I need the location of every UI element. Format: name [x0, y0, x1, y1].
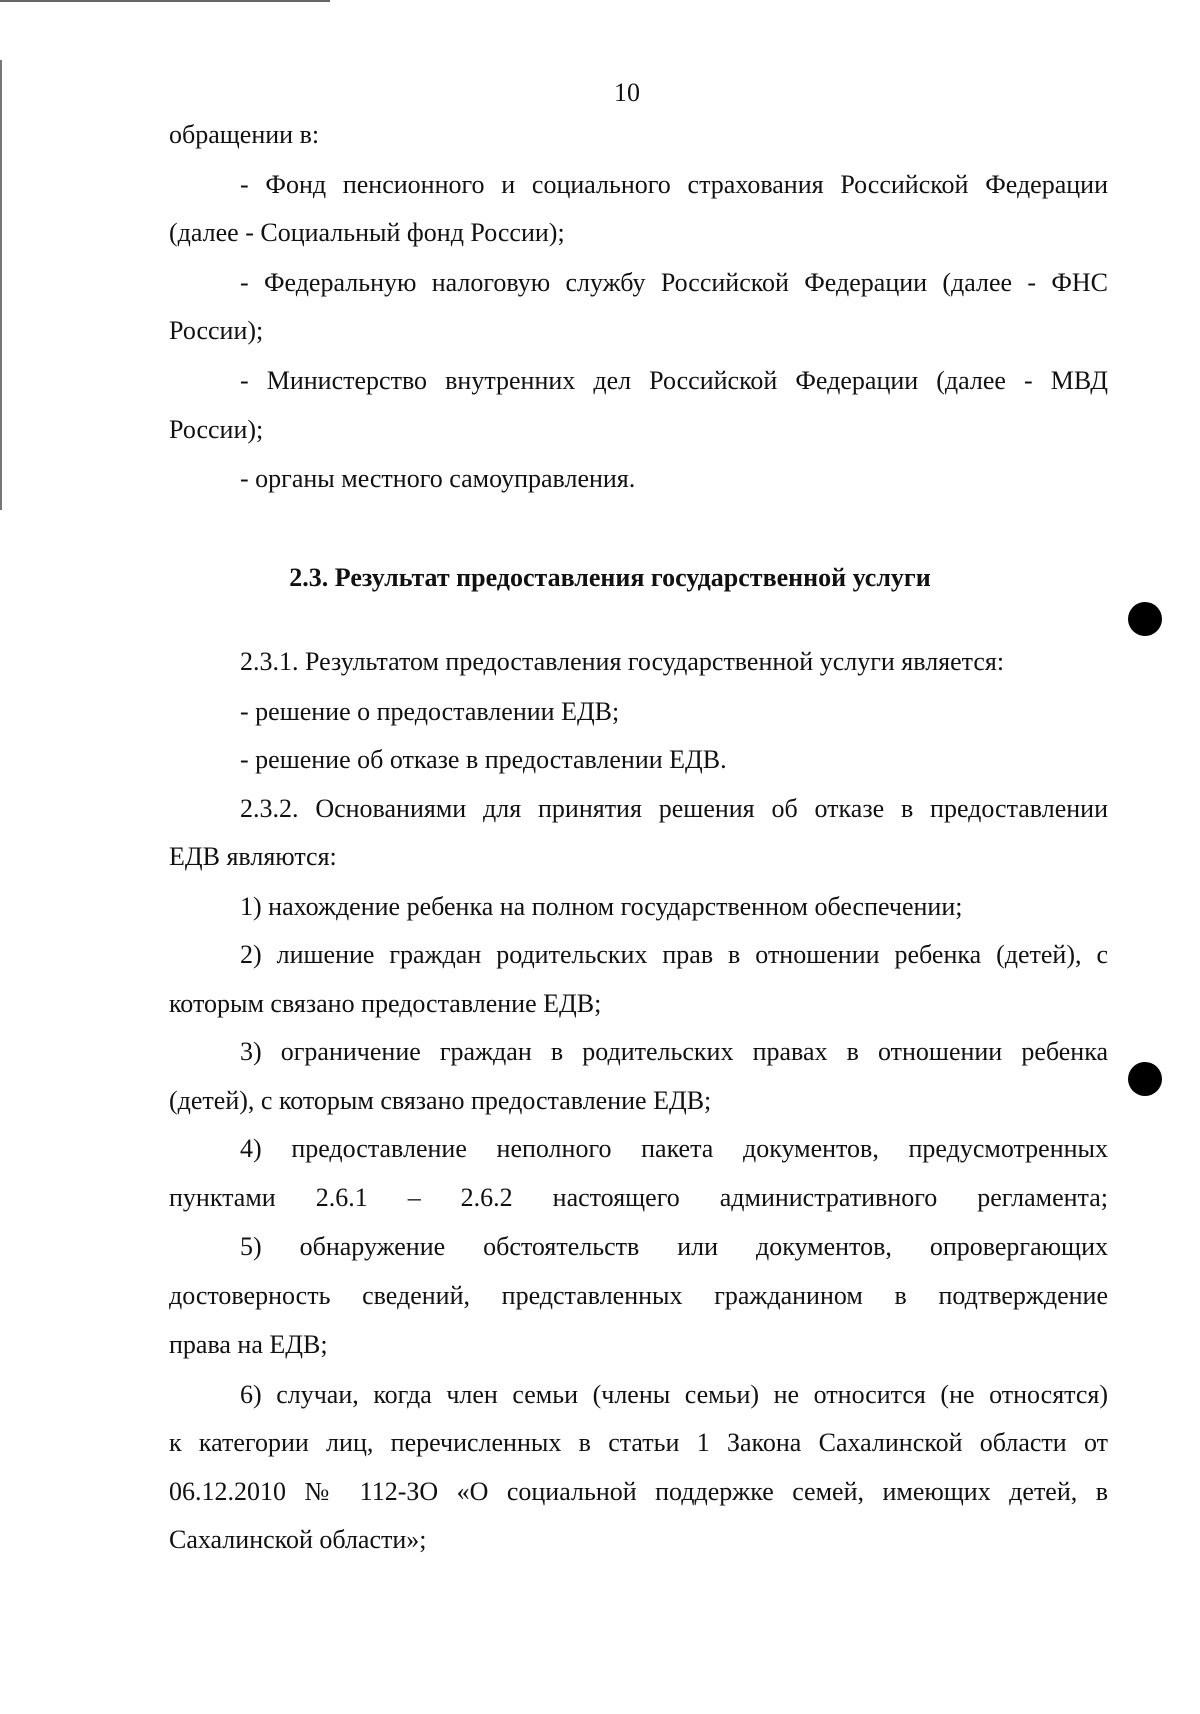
text-line: Сахалинской области»; — [169, 1525, 427, 1554]
text-line: 5) обнаружение обстоятельств или документов, опровергающих — [240, 1232, 1108, 1261]
text-line: (детей), с которым связано предоставление ЕДВ; — [169, 1086, 712, 1115]
text-line: 4) предоставление неполного пакета документов, предусмотренных — [240, 1134, 1108, 1163]
text-line: - Федеральную налоговую службу Российской Федерации (далее - ФНС — [240, 268, 1108, 297]
section-heading: 2.3. Результат предоставления государственной услуги — [289, 563, 931, 592]
scan-edge-left — [0, 60, 4, 510]
text-line: России); — [169, 415, 264, 444]
text-line: - решение об отказе в предоставлении ЕДВ. — [240, 745, 727, 774]
scan-edge-top — [0, 0, 330, 6]
text-line: 2.3.1. Результатом предоставления государственной услуги является: — [240, 647, 1005, 676]
text-line: - Министерство внутренних дел Российской Федерации (далее - МВД — [240, 366, 1108, 395]
page-number: 10 — [614, 78, 640, 107]
text-line: права на ЕДВ; — [169, 1330, 328, 1359]
text-line: - решение о предоставлении ЕДВ; — [240, 697, 620, 726]
text-line: 6) случаи, когда член семьи (члены семьи) не относится (не относятся) — [240, 1380, 1108, 1409]
text-line: которым связано предоставление ЕДВ; — [169, 989, 602, 1018]
text-line: - органы местного самоуправления. — [240, 464, 636, 493]
text-line: 2.3.2. Основаниями для принятия решения об отказе в предоставлении — [240, 794, 1108, 823]
text-line: ЕДВ являются: — [169, 842, 337, 871]
text-line: к категории лиц, перечисленных в статьи 1 Закона Сахалинской области от — [169, 1428, 1108, 1457]
text-line: 2) лишение граждан родительских прав в отношении ребенка (детей), с — [240, 940, 1108, 969]
text-line: обращении в: — [169, 120, 320, 149]
text-line: - Фонд пенсионного и социального страхования Российской Федерации — [240, 170, 1108, 199]
text-line: 3) ограничение граждан в родительских правах в отношении ребенка — [240, 1037, 1108, 1066]
text-line: России); — [169, 316, 264, 345]
text-line: 06.12.2010 № 112-ЗО «О социальной поддержке семей, имеющих детей, в — [169, 1477, 1108, 1506]
punch-hole-mark — [1128, 602, 1162, 636]
text-line: (далее - Социальный фонд России); — [169, 218, 565, 247]
text-line: 1) нахождение ребенка на полном государственном обеспечении; — [240, 892, 963, 921]
punch-hole-mark — [1128, 1062, 1162, 1096]
text-line: достоверность сведений, представленных гражданином в подтверждение — [169, 1281, 1108, 1310]
text-line: пунктами 2.6.1 – 2.6.2 настоящего административного регламента; — [169, 1183, 1108, 1212]
